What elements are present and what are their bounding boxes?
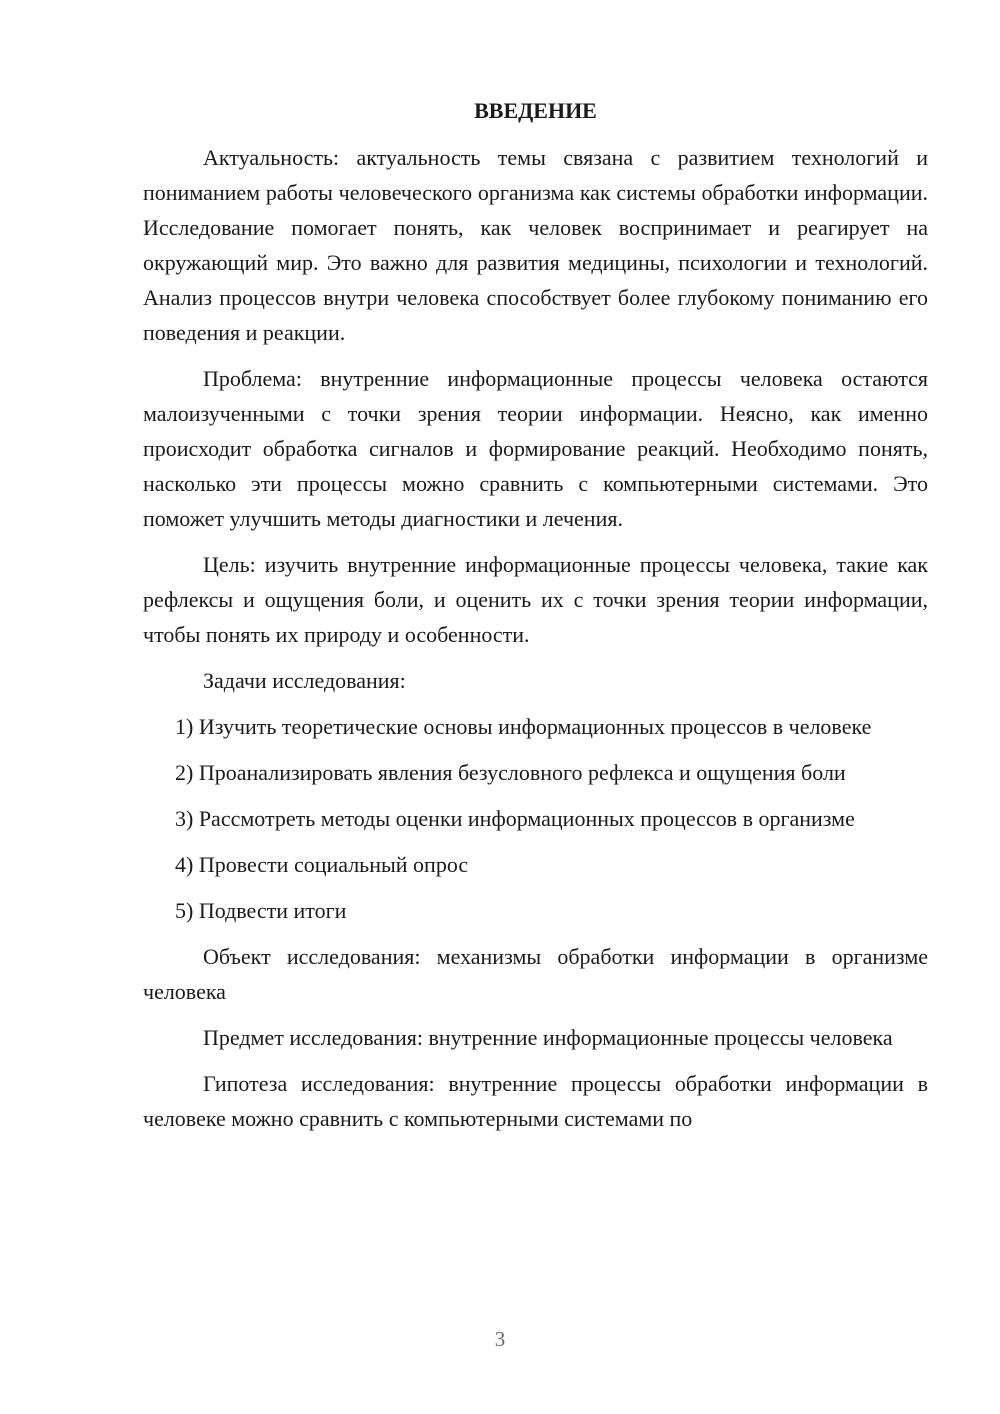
page-number: 3 xyxy=(494,1327,506,1351)
list-item-task-2: 2) Проанализировать явления безусловного рефлекса и ощущения боли xyxy=(175,760,846,785)
paragraph-hypothesis: Гипотеза исследования: внутренние процессы обработки информации в человеке можно сравнить с компьютерными системами по xyxy=(143,1071,928,1131)
page-content xyxy=(143,96,928,1136)
list-item-task-3: 3) Рассмотреть методы оценки информационных процессов в организме xyxy=(175,806,855,831)
list-item-task-4: 4) Провести социальный опрос xyxy=(175,852,469,877)
paragraph-problem: Проблема: внутренние информационные процессы человека остаются малоизученными с точки зрения теории информации. Неясно, как именно происходит обработка сигналов и формирование реакций. Необходимо понять, насколько эти процессы можно сравнить с компьютерными системами. Это поможет улучшить методы диагностики и лечения. xyxy=(143,366,928,531)
paragraph-subject: Предмет исследования: внутренние информационные процессы человека xyxy=(203,1025,893,1050)
page-title: ВВЕДЕНИЕ xyxy=(474,98,597,123)
paragraph-relevance: Актуальность: актуальность темы связана с развитием технологий и пониманием работы человеческого организма как системы обработки информации. Исследование помогает понять, как человек воспринимает и реагирует на окружающий мир. Это важно для развития медицины, психологии и технологий. Анализ процессов внутри человека способствует более глубокому пониманию его поведения и реакции. xyxy=(143,145,928,345)
list-item-task-5: 5) Подвести итоги xyxy=(175,898,347,923)
paragraph-object: Объект исследования: механизмы обработки информации в организме человека xyxy=(143,944,928,1004)
paragraph-goal: Цель: изучить внутренние информационные процессы человека, такие как рефлексы и ощущения боли, и оценить их с точки зрения теории информации, чтобы понять их природу и особенности. xyxy=(143,552,928,647)
list-item-task-1: 1) Изучить теоретические основы информационных процессов в человеке xyxy=(175,714,872,739)
paragraph-tasks-heading: Задачи исследования: xyxy=(203,668,406,693)
